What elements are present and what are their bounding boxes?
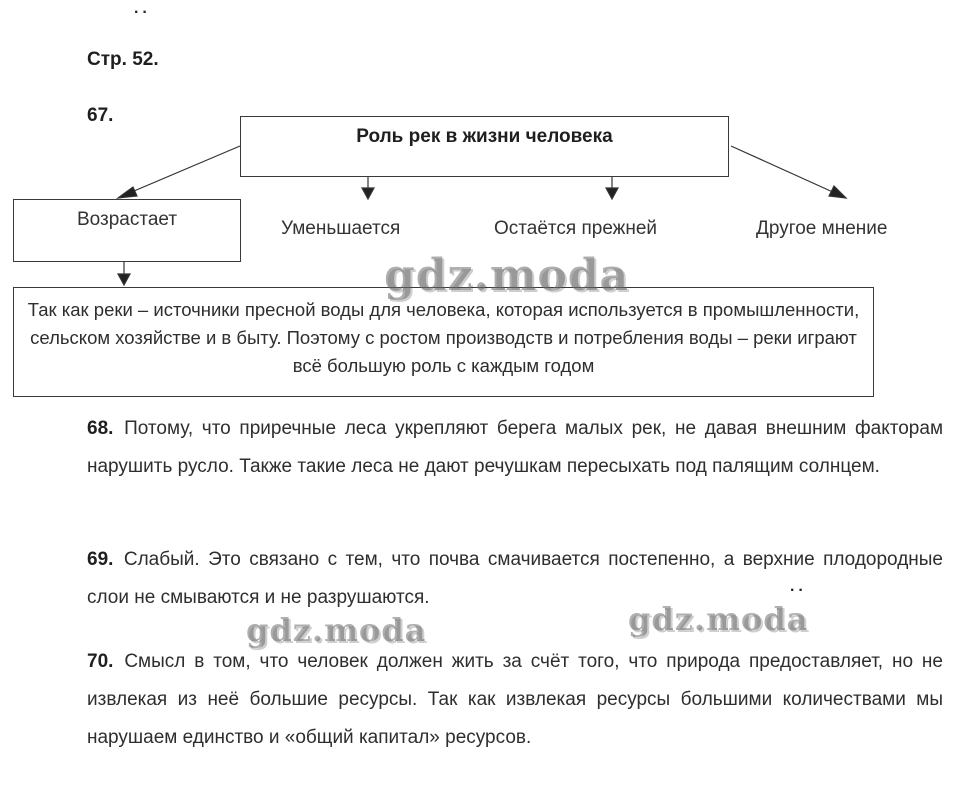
answer-box	[13, 287, 874, 397]
q70-paragraph	[87, 643, 943, 757]
decor-dots-mid: ··	[790, 582, 807, 599]
diagram-title: Роль рек в жизни человека	[356, 126, 613, 147]
q68-text: Потому, что приречные леса укрепляют берега малых рек, не давая внешним факторам нарушить русло. Также такие леса не дают речушкам пересыхать под палящим солнцем.	[87, 418, 944, 477]
option-box-increases	[13, 199, 241, 262]
arrowhead-decreases	[362, 188, 374, 199]
q68-number: 68.	[87, 418, 114, 439]
q69-number: 69.	[87, 549, 114, 570]
decor-dots-top: ··	[134, 4, 151, 21]
option-unchanged: Остаётся прежней	[494, 218, 658, 239]
diagram-title-box	[240, 116, 729, 177]
arrow-to-increases	[127, 146, 240, 194]
option-increases: Возрастает	[76, 209, 178, 230]
watermark-bottom-right: gdz.moda	[628, 600, 809, 638]
arrowhead-other-opinion	[829, 186, 846, 198]
q70-number: 70.	[87, 651, 114, 672]
q67-number: 67.	[87, 105, 114, 126]
watermark-top: gdz.moda	[384, 250, 630, 301]
q68-paragraph	[87, 410, 943, 486]
q69-text: Слабый. Это связано с тем, что почва смачивается постепенно, а верхние плодородные слои не смываются и не разрушаются.	[87, 549, 943, 608]
arrowhead-increases	[118, 187, 137, 198]
q69-paragraph	[87, 541, 943, 617]
q70-text: Смысл в том, что человек должен жить за счёт того, что природа предоставляет, но не извлекая из неё большие ресурсы. Так как извлекая ресурсы большими количествами мы нарушаем единство и «общий капитал» ресурсов.	[87, 651, 943, 748]
arrow-to-other-opinion	[731, 146, 835, 193]
arrowhead-answer	[118, 274, 130, 285]
answer-text: Так как реки – источники пресной воды для человека, которая используется в промышленности, сельском хозяйстве и в быту. Поэтому с ростом производств и потребления воды – реки играют всё большую роль с каждым годом	[27, 299, 860, 376]
watermark-bottom-left: gdz.moda	[246, 611, 427, 649]
arrowhead-unchanged	[606, 188, 618, 199]
page-reference: Стр. 52.	[87, 49, 159, 70]
option-decreases: Уменьшается	[281, 218, 401, 239]
option-other-opinion: Другое мнение	[756, 218, 888, 239]
